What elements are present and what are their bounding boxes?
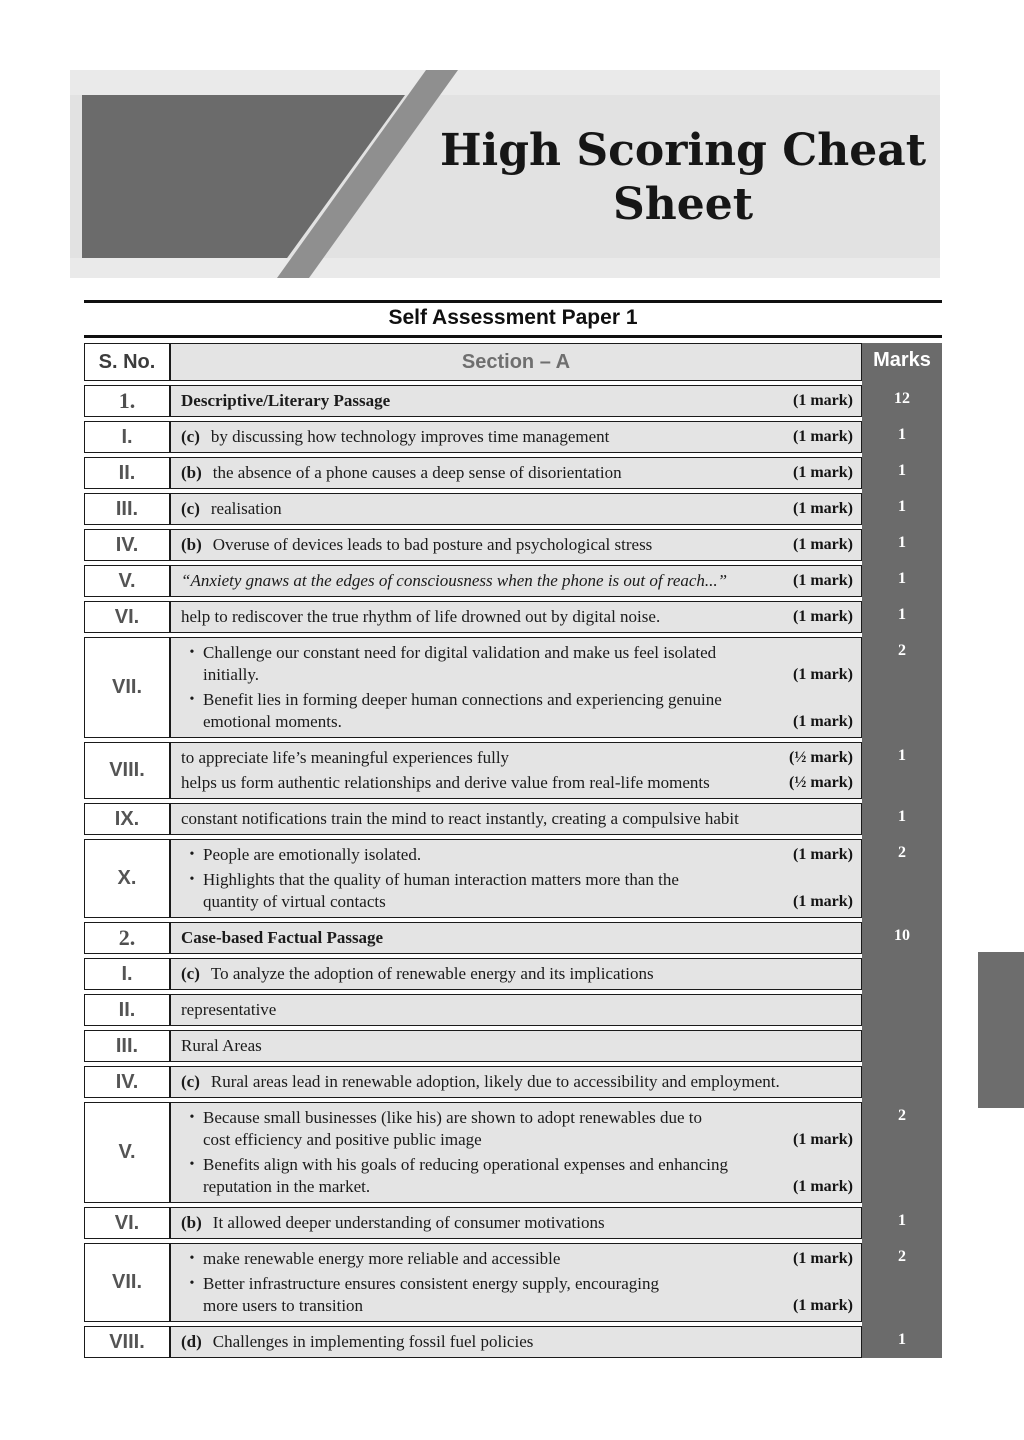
answer-line: emotional moments. xyxy=(203,712,342,731)
answer-text xyxy=(181,390,783,412)
table-header-row xyxy=(84,343,942,381)
answer-text xyxy=(181,498,783,520)
row-content xyxy=(170,601,862,633)
row-marks: 1 xyxy=(898,534,906,551)
answer-line: helps us form authentic relationships and derive value from real-life moments xyxy=(181,773,710,792)
option-letter: (d) xyxy=(181,1332,202,1351)
bullet-icon: • xyxy=(189,692,195,707)
answer-text xyxy=(181,747,779,769)
row-content xyxy=(170,529,862,561)
row-content xyxy=(170,1066,862,1098)
answer-item xyxy=(181,1248,853,1270)
answer-line: Highlights that the quality of human interaction matters more than the xyxy=(203,870,679,889)
table-row xyxy=(84,385,942,417)
answer-text xyxy=(181,1035,853,1057)
answer-item xyxy=(181,844,853,866)
row-number: I. xyxy=(84,958,170,990)
row-marks: 1 xyxy=(898,462,906,479)
row-marks xyxy=(862,1030,942,1062)
answer-line: Rural Areas xyxy=(181,1036,262,1055)
row-content xyxy=(170,421,862,453)
row-marks: 1 xyxy=(898,498,906,515)
row-content xyxy=(170,742,862,799)
answer-text xyxy=(203,869,783,913)
answer-item xyxy=(181,772,853,794)
row-number: V. xyxy=(84,565,170,597)
bullet-icon: • xyxy=(189,872,195,887)
answer-text xyxy=(181,963,853,985)
table-row xyxy=(84,493,942,525)
row-content xyxy=(170,1102,862,1203)
row-marks: 12 xyxy=(894,390,910,407)
mark-label: (1 mark) xyxy=(793,1131,853,1148)
option-letter: (b) xyxy=(181,1213,202,1232)
row-number: III. xyxy=(84,1030,170,1062)
header-marks: Marks xyxy=(873,349,931,371)
answer-line: (c) Rural areas lead in renewable adoption, likely due to accessibility and employment. xyxy=(181,1072,780,1091)
table-row xyxy=(84,601,942,633)
answer-text xyxy=(203,1154,783,1198)
answer-line: Challenge our constant need for digital validation and make us feel isolated xyxy=(203,643,717,662)
row-content xyxy=(170,1326,862,1358)
header-banner xyxy=(70,70,940,278)
row-marks: 2 xyxy=(898,642,906,659)
row-content xyxy=(170,637,862,738)
answer-line: (b) It allowed deeper understanding of consumer motivations xyxy=(181,1213,605,1232)
row-number: VII. xyxy=(84,637,170,738)
mark-label: (1 mark) xyxy=(793,572,853,589)
bullet-icon: • xyxy=(189,1251,195,1266)
mark-label: (1 mark) xyxy=(793,846,853,863)
answer-item xyxy=(181,927,853,949)
answer-item xyxy=(181,999,853,1021)
page-title: High Scoring Cheat Sheet xyxy=(439,125,927,230)
header-sno: S. No. xyxy=(84,343,170,381)
answer-line: (b) Overuse of devices leads to bad posture and psychological stress xyxy=(181,535,653,554)
mark-label: (½ mark) xyxy=(789,774,853,791)
header-section xyxy=(170,343,862,381)
table-row xyxy=(84,1243,942,1322)
option-letter: (b) xyxy=(181,535,202,554)
answer-line: Descriptive/Literary Passage xyxy=(181,391,391,410)
answer-text xyxy=(203,642,783,686)
mark-label: (1 mark) xyxy=(793,608,853,625)
answer-text xyxy=(181,606,783,628)
answer-text xyxy=(203,1273,783,1317)
answer-item xyxy=(181,869,853,913)
answer-line: (b) the absence of a phone causes a deep sense of disorientation xyxy=(181,463,622,482)
row-content xyxy=(170,994,862,1026)
table-row xyxy=(84,1326,942,1358)
row-marks: 1 xyxy=(898,808,906,825)
row-content xyxy=(170,839,862,918)
table-row xyxy=(84,1066,942,1098)
table-row xyxy=(84,421,942,453)
answer-item xyxy=(181,689,853,733)
answer-text xyxy=(203,1248,783,1270)
table-row xyxy=(84,565,942,597)
mark-label: (1 mark) xyxy=(793,392,853,409)
table-row xyxy=(84,457,942,489)
answer-item xyxy=(181,390,853,412)
table-rows xyxy=(84,343,942,1358)
mark-label: (1 mark) xyxy=(793,713,853,730)
row-marks: 1 xyxy=(898,426,906,443)
row-content xyxy=(170,958,862,990)
answer-line: Benefit lies in forming deeper human connections and experiencing genuine xyxy=(203,690,722,709)
table-row xyxy=(84,1207,942,1239)
row-content xyxy=(170,565,862,597)
row-number: VI. xyxy=(84,601,170,633)
row-number: VI. xyxy=(84,1207,170,1239)
answer-item xyxy=(181,462,853,484)
row-number: VII. xyxy=(84,1243,170,1322)
answer-item xyxy=(181,1331,853,1353)
row-number: II. xyxy=(84,457,170,489)
answer-text xyxy=(181,1071,853,1093)
answer-line: Benefits align with his goals of reducing operational expenses and enhancing xyxy=(203,1155,728,1174)
answer-item xyxy=(181,1154,853,1198)
answer-text xyxy=(181,999,853,1021)
answer-text xyxy=(203,1107,783,1151)
mark-label: (1 mark) xyxy=(793,464,853,481)
row-marks: 2 xyxy=(898,844,906,861)
answer-line: Case-based Factual Passage xyxy=(181,928,384,947)
answer-line: (d) Challenges in implementing fossil fuel policies xyxy=(181,1332,534,1351)
row-number: I. xyxy=(84,421,170,453)
answers-table xyxy=(84,343,942,1358)
answer-text xyxy=(181,426,783,448)
bullet-icon: • xyxy=(189,1276,195,1291)
mark-label: (1 mark) xyxy=(793,1178,853,1195)
answer-item xyxy=(181,808,853,830)
row-number: V. xyxy=(84,1102,170,1203)
answer-text xyxy=(181,1212,853,1234)
option-letter: (b) xyxy=(181,463,202,482)
row-marks xyxy=(862,994,942,1026)
row-number: IV. xyxy=(84,529,170,561)
answer-item xyxy=(181,570,853,592)
row-content xyxy=(170,385,862,417)
answer-item xyxy=(181,747,853,769)
row-content xyxy=(170,1243,862,1322)
answer-item xyxy=(181,1035,853,1057)
answer-line: “Anxiety gnaws at the edges of consciousness when the phone is out of reach...” xyxy=(181,571,728,590)
row-number: VIII. xyxy=(84,1326,170,1358)
row-number: IV. xyxy=(84,1066,170,1098)
answer-item xyxy=(181,534,853,556)
row-marks: 1 xyxy=(898,1331,906,1348)
table-row xyxy=(84,1030,942,1062)
row-marks: 2 xyxy=(898,1248,906,1265)
row-marks: 1 xyxy=(898,747,906,764)
bullet-icon: • xyxy=(189,1157,195,1172)
row-marks: 1 xyxy=(898,570,906,587)
answer-line: quantity of virtual contacts xyxy=(203,892,386,911)
table-row xyxy=(84,742,942,799)
answer-item xyxy=(181,498,853,520)
answer-line: reputation in the market. xyxy=(203,1177,371,1196)
answer-line: People are emotionally isolated. xyxy=(203,845,422,864)
row-marks: 2 xyxy=(898,1107,906,1124)
row-number: II. xyxy=(84,994,170,1026)
row-number: III. xyxy=(84,493,170,525)
row-number: X. xyxy=(84,839,170,918)
answer-text xyxy=(181,808,853,830)
option-letter: (c) xyxy=(181,1072,200,1091)
row-number: VIII. xyxy=(84,742,170,799)
row-number: 2. xyxy=(84,922,170,954)
mark-label: (½ mark) xyxy=(789,749,853,766)
answer-line: constant notifications train the mind to react instantly, creating a compulsive habit xyxy=(181,809,739,828)
header-section-label: Section – A xyxy=(461,350,571,373)
mark-label: (1 mark) xyxy=(793,428,853,445)
answer-item xyxy=(181,1212,853,1234)
answer-line: Because small businesses (like his) are shown to adopt renewables due to xyxy=(203,1108,703,1127)
answer-item xyxy=(181,1107,853,1151)
table-row xyxy=(84,803,942,835)
answer-item xyxy=(181,426,853,448)
table-row xyxy=(84,958,942,990)
row-number: IX. xyxy=(84,803,170,835)
bullet-icon: • xyxy=(189,1110,195,1125)
row-marks: 1 xyxy=(898,1212,906,1229)
answer-text xyxy=(181,772,779,794)
answer-line: cost efficiency and positive public image xyxy=(203,1130,482,1149)
row-content xyxy=(170,493,862,525)
row-marks: 1 xyxy=(898,606,906,623)
table-row xyxy=(84,1102,942,1203)
page-edge-tab xyxy=(978,952,1024,1108)
answer-line: make renewable energy more reliable and accessible xyxy=(203,1249,561,1268)
answer-text xyxy=(181,570,783,592)
table-row xyxy=(84,839,942,918)
answer-text xyxy=(181,927,853,949)
answer-line: to appreciate life’s meaningful experiences fully xyxy=(181,748,510,767)
mark-label: (1 mark) xyxy=(793,1250,853,1267)
option-letter: (c) xyxy=(181,499,200,518)
row-content xyxy=(170,803,862,835)
row-marks: 10 xyxy=(894,927,910,944)
answer-text xyxy=(181,462,783,484)
answer-text xyxy=(203,689,783,733)
answer-line: representative xyxy=(181,1000,277,1019)
paper-heading-rule xyxy=(84,300,942,338)
table-row xyxy=(84,994,942,1026)
paper-heading: Self Assessment Paper 1 xyxy=(388,306,638,329)
option-letter: (c) xyxy=(181,964,200,983)
table-row xyxy=(84,529,942,561)
row-content xyxy=(170,457,862,489)
answer-text xyxy=(181,534,783,556)
answer-text xyxy=(181,1331,853,1353)
mark-label: (1 mark) xyxy=(793,666,853,683)
answer-line: more users to transition xyxy=(203,1296,364,1315)
answer-line: (c) realisation xyxy=(181,499,282,518)
answer-line: initially. xyxy=(203,665,260,684)
answer-item xyxy=(181,606,853,628)
mark-label: (1 mark) xyxy=(793,500,853,517)
answer-item xyxy=(181,642,853,686)
row-number: 1. xyxy=(84,385,170,417)
answer-item xyxy=(181,963,853,985)
answer-text xyxy=(203,844,783,866)
answer-line: Better infrastructure ensures consistent energy supply, encouraging xyxy=(203,1274,660,1293)
mark-label: (1 mark) xyxy=(793,893,853,910)
answer-line: (c) To analyze the adoption of renewable energy and its implications xyxy=(181,964,654,983)
option-letter: (c) xyxy=(181,427,200,446)
row-content xyxy=(170,1030,862,1062)
table-row xyxy=(84,637,942,738)
bullet-icon: • xyxy=(189,645,195,660)
row-content xyxy=(170,922,862,954)
answer-line: help to rediscover the true rhythm of life drowned out by digital noise. xyxy=(181,607,661,626)
table-row xyxy=(84,922,942,954)
mark-label: (1 mark) xyxy=(793,536,853,553)
row-marks xyxy=(862,958,942,990)
answer-item xyxy=(181,1071,853,1093)
row-content xyxy=(170,1207,862,1239)
row-marks xyxy=(862,1066,942,1098)
answer-line: (c) by discussing how technology improves time management xyxy=(181,427,610,446)
answer-item xyxy=(181,1273,853,1317)
mark-label: (1 mark) xyxy=(793,1297,853,1314)
bullet-icon: • xyxy=(189,847,195,862)
